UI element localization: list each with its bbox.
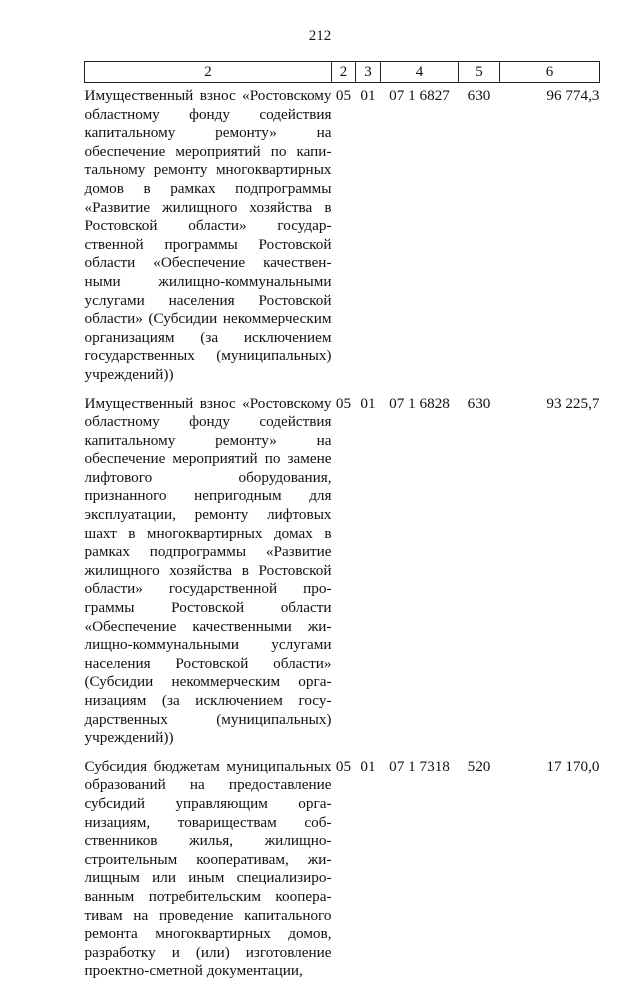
row-subsection: 01	[360, 757, 376, 775]
row-target-article: 07 1 7318	[389, 757, 450, 775]
header-col-section: 2	[332, 62, 356, 83]
row-amount: 96 774,3	[546, 87, 600, 104]
row-section: 05	[335, 757, 352, 775]
header-col-description: 2	[85, 62, 332, 83]
row-subsection: 01	[360, 394, 376, 412]
row-expense-type: 520	[467, 757, 491, 775]
row-amount: 93 225,7	[546, 394, 600, 412]
table-row	[85, 758, 600, 981]
table-header-row	[85, 62, 600, 83]
row-section: 05	[335, 87, 352, 104]
row-expense-type: 630	[467, 87, 491, 104]
header-col-target-article: 4	[381, 62, 459, 83]
page-number: 212	[308, 28, 332, 44]
row-expense-type: 630	[467, 394, 491, 412]
row-target-article: 07 1 6828	[389, 394, 450, 412]
table-row	[85, 87, 600, 385]
row-description: Имущественный взнос «Ростовскому областному фонду содействия капитальному ремонту» на обеспечение мероприятий по капитальному ремонту многоквартирных домов в рамках подпрограммы «Развитие жилищного хозяйства в Ростовской области» государственной программы Ростовской области «Обеспечение качественными жилищно-коммунальными услугами населения Ростовской области» (Субсидии некоммерческим организациям (за исключением государственных (муниципальных) учреждений))	[84, 87, 332, 383]
header-col-subsection: 3	[356, 62, 381, 83]
header-col-expense-type: 5	[459, 62, 500, 83]
budget-table	[84, 61, 600, 981]
row-description: Субсидия бюджетам муниципальных образований на предоставление субсидий управляющим организациям, товариществам собственников жилья, жилищно-строительным кооперативам, жилищным или иным специализированным потребительским кооперативам на проведение капитального ремонта многоквартирных домов, разработку и (или) изготовление проектно-сметной документации,	[84, 757, 332, 980]
row-amount: 17 170,0	[546, 757, 600, 775]
table-row	[85, 395, 600, 748]
header-col-amount: 6	[500, 62, 600, 83]
row-description: Имущественный взнос «Ростовскому областному фонду содействия капитальному ремонту» на обеспечение мероприятий по замене лифтового оборудования, признанного непригодным для эксплуатации, ремонту лифтовых шахт в многоквартирных домах в рамках подпрограммы «Развитие жилищного хозяйства в Ростовской области» государственной программы Ростовской области «Обеспечение качественными жилищно-коммунальными услугами населения Ростовской области» (Субсидии некоммерческим организациям (за исключением государственных (муниципальных) учреждений))	[84, 394, 332, 747]
row-subsection: 01	[360, 87, 376, 104]
row-target-article: 07 1 6827	[389, 87, 450, 104]
row-section: 05	[335, 394, 352, 412]
